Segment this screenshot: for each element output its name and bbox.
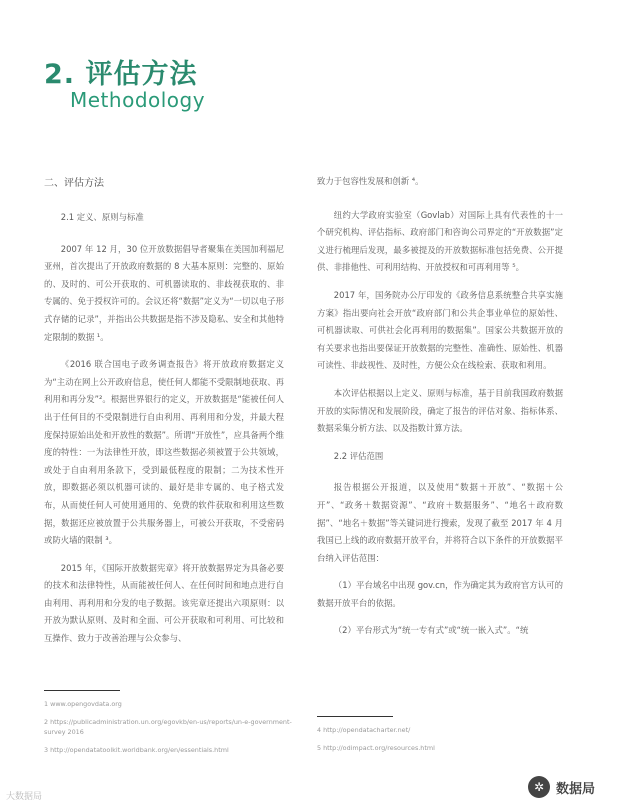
footnotes-right	[317, 725, 563, 753]
paragraph: 报告根据公开报道，以及使用“数据＋开放”、“数据＋公开”、“政务＋数据资源”、“政府＋数据服务”、“地名＋政府数据”、“地名＋数据”等关键词进行搜索，发现了截至 2017 年 4 月我国已上线的政府数据开放平台，并将符合以下条件的开放数据平台纳入评估范围：	[317, 482, 563, 563]
wechat-logo-icon: ✲	[528, 776, 550, 798]
footnote-divider	[317, 716, 393, 717]
paragraph: 《2016 联合国电子政务调查报告》将开放政府数据定义为“主动在网上公开政府信息，使任何人都能不受限制地获取、再利用和再分发”²。根据世界银行的定义，开放数据是“能被任何人出于任何目的不受限制进行自由利用、再利用和分发，并最大程度保持原始出处和开放性的数据”。所谓“开放性”，应具备两个维度的特性：一为法律性开放，即这些数据必须被置于公共领域，或处于自由利用条款下，受到最低程度的限制；二为技术性开放，即数据必须以机器可读的、最好是非专属的、电子格式发布，从而使任何人可使用通用的、免费的软件获取和利用这些数据，数据还应被放置于公共服务器上，可被公开获取，不受密码或防火墙的限制 ³。	[44, 359, 284, 546]
paragraph: 纽约大学政府实验室（Govlab）对国际上具有代表性的十一个研究机构、评估指标、政府部门和咨询公司界定的“开放数据”定义进行梳理后发现，最多被提及的开放数据标准包括免费、公开提供、非排他性、可利用结构、开放授权和可再利用等 ⁵。	[317, 209, 563, 273]
paragraph: 本次评估根据以上定义、原则与标准，基于目前我国政府数据开放的实际情况和发展阶段，确定了报告的评估对象、指标体系、数据采集分析方法、以及指数计算方法。	[317, 387, 563, 434]
footnotes-left	[44, 699, 294, 755]
paragraph: 致力于包容性发展和创新 ⁴。	[317, 176, 424, 186]
left-column	[44, 173, 284, 658]
subsection-title: 2.1 定义、原则与标准	[60, 212, 144, 222]
watermark-text: 数据局	[556, 781, 596, 797]
footnote-link[interactable]: 2 https://publicadministration.un.org/egovkb/en-us/reports/un-e-government-survey 2016	[44, 718, 292, 736]
footnote-divider	[44, 690, 120, 691]
watermark-left: 大数据局	[6, 792, 43, 802]
page-subtitle: Methodology	[70, 88, 206, 112]
page-title: 2. 评估方法	[44, 59, 198, 90]
subsection-title: 2.2 评估范围	[333, 450, 384, 461]
footnote-link[interactable]: 4 http://opendatacharter.net/	[317, 726, 411, 734]
paragraph: 2015 年，《国际开放数据宪章》将开放数据界定为具备必要的技术和法律特性，从而能被任何人、在任何时间和地点进行自由利用、再利用和分发的电子数据。该宪章还提出六项原则：以开放为默认原则、及时和全面、可公开获取和可利用、可比较和互操作、致力于改善治理与公众参与、	[44, 562, 284, 644]
footnote-link[interactable]: 3 http://opendatatoolkit.worldbank.org/en/essentials.html	[44, 746, 229, 754]
footnote-link[interactable]: 1 www.opengovdata.org	[44, 700, 122, 708]
footnote-link[interactable]: 5 http://odimpact.org/resources.html	[317, 744, 435, 752]
right-column	[317, 173, 563, 650]
paragraph: 2007 年 12 月，30 位开放数据倡导者聚集在美国加利福尼亚州，首次提出了开放政府数据的 8 大基本原则：完整的、原始的、及时的、可公开获取的、可机器读取的、非歧视获取的、非专属的、免于授权许可的。会议还将“数据”定义为“一切以电子形式存储的记录”，并指出公共数据是指不涉及隐私、安全和其他特定限制的数据 ¹。	[44, 243, 284, 342]
list-item: （1）平台域名中出现 gov.cn，作为确定其为政府官方认可的数据开放平台的依据。	[317, 580, 563, 608]
list-item: （2）平台形式为“统一专有式”或“统一嵌入式”。“统	[333, 625, 529, 636]
paragraph: 2017 年，国务院办公厅印发的《政务信息系统整合共享实施方案》指出要向社会开放“政府部门和公共企事业单位的原始性、可机器读取、可供社会化再利用的数据集”。国家公共数据开放的有关要求也指出要保证开放数据的完整性、准确性、原始性、机器可读性、非歧视性、及时性，方便公众在线检索、获取和利用。	[317, 289, 563, 371]
section-title: 二、评估方法	[44, 178, 104, 189]
watermark-right	[528, 776, 595, 798]
